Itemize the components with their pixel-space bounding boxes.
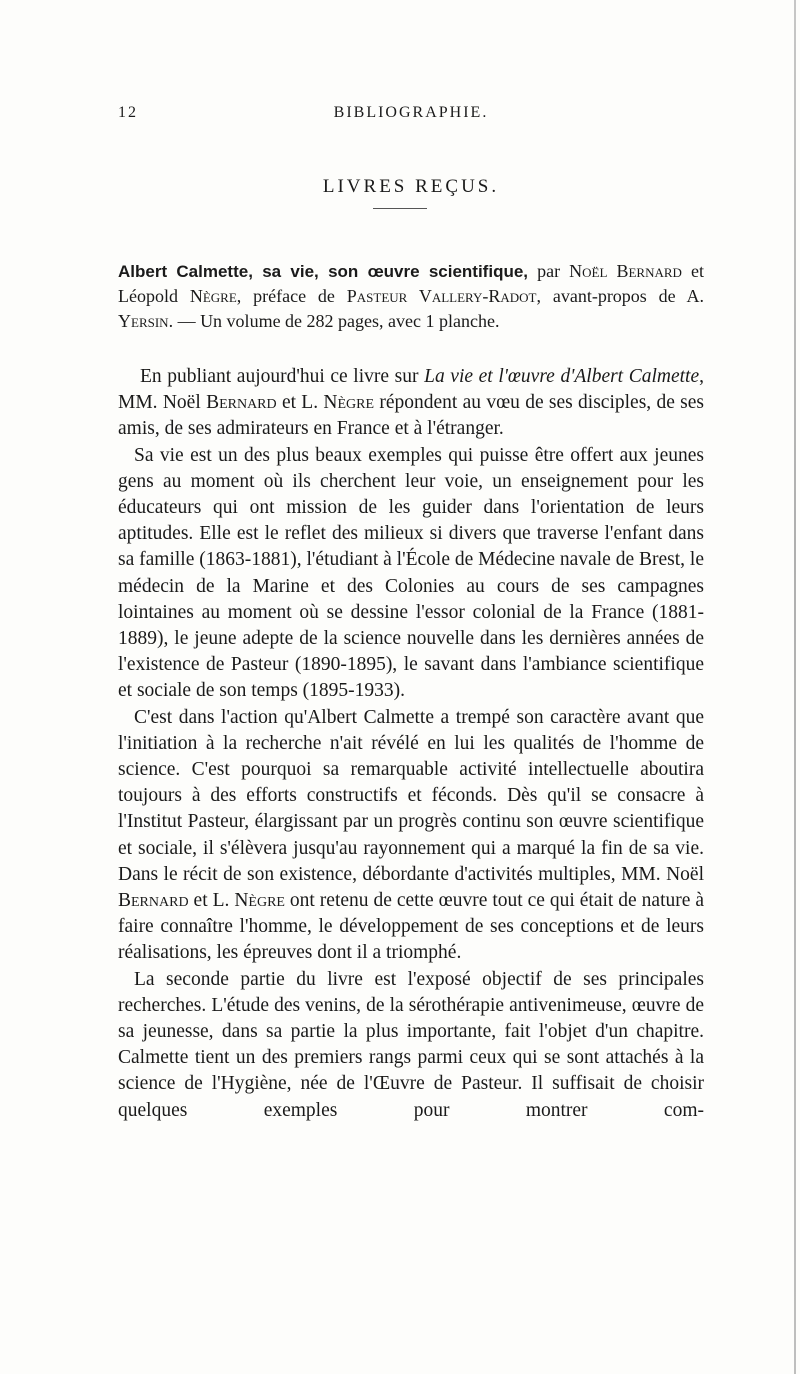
review-p3-b: et L. bbox=[188, 890, 235, 912]
review-p3-c: ont retenu de cette œuvre tout ce qui était de nature à faire connaître l'homme, le développement de ses conceptions et de leurs réalisations, les épreuves dont il a triomphé. bbox=[118, 890, 705, 964]
title-rule bbox=[373, 208, 427, 209]
review-paragraph: La seconde partie du livre est l'exposé objectif de ses principales recherches. L'étude des venins, de la sérothérapie antivenimeuse, œuvre de sa jeunesse, dans sa partie la plus importante, fait l'objet d'un chapitre. Calmette tient un des premiers rangs parmi ceux qui se sont attachés à la science de l'Hygiène, née de l'Œuvre de Pasteur. Il suffisait de choisir quelques exemples pour montrer com- bbox=[118, 968, 704, 1121]
page-number: 12 bbox=[118, 104, 138, 121]
review-p1-mid: , MM. Noël bbox=[118, 366, 704, 414]
entry-avant-propos-author: Yersin bbox=[118, 311, 169, 331]
review-p1-author-1: Bernard bbox=[206, 392, 277, 414]
entry-author-1: Noël Bernard bbox=[569, 261, 682, 281]
review-paragraph bbox=[118, 705, 704, 967]
review-paragraph bbox=[118, 364, 704, 443]
entry-avant-propos-text: , avant-propos de A. bbox=[536, 286, 704, 306]
review-p1-book-title: La vie et l'œuvre d'Albert Calmette bbox=[424, 366, 700, 387]
running-head bbox=[118, 104, 704, 128]
entry-author-2: Nègre bbox=[189, 286, 237, 306]
entry-and: et Léopold bbox=[118, 261, 704, 306]
review-p1-intro: En publiant aujourd'hui ce livre sur bbox=[140, 366, 425, 387]
book-title: Albert Calmette, sa vie, son œuvre scientifique, bbox=[118, 262, 529, 281]
entry-preface-text: , préface de bbox=[236, 286, 347, 306]
review-text bbox=[118, 364, 704, 1124]
review-p3-author-1: Bernard bbox=[118, 890, 189, 912]
entry-by: par bbox=[528, 261, 570, 281]
review-p3-author-2: Nègre bbox=[234, 890, 285, 912]
entry-preface-author: Pasteur Vallery-Radot bbox=[346, 286, 537, 306]
review-p3-a: C'est dans l'action qu'Albert Calmette a trempé son caractère avant que l'initiation à la recherche n'ait révélé en lui les qualités de l'homme de science. C'est pourquoi sa remarquable activité intellectuelle aboutira toujours à des efforts constructifs et féconds. Dès qu'il se consacre à l'Institut Pasteur, élargissant par un progrès continu son œuvre scientifique et sociale, il s'élèvera jusqu'au rayonnement qui a marqué la fin de sa vie. Dans le récit de son existence, débordante d'activités multiples, MM. Noël bbox=[118, 706, 704, 885]
page-edge-shadow bbox=[794, 0, 796, 1374]
review-p1-and: et L. bbox=[276, 392, 324, 414]
running-title: BIBLIOGRAPHIE. bbox=[333, 104, 489, 121]
entry-volume: . — Un volume de 282 pages, avec 1 planche. bbox=[168, 311, 500, 331]
book-entry bbox=[118, 259, 704, 334]
review-p1-rest: répondent au vœu de ses disciples, de ses amis, de ses admirateurs en France et à l'étranger. bbox=[118, 392, 704, 440]
review-paragraph: Sa vie est un des plus beaux exemples qui puisse être offert aux jeunes gens au moment où ils cherchent leur voie, un enseignement pour les éducateurs qui ont mission de les guider dans l'orientation de leurs aptitudes. Elle est le reflet des milieux si divers que traverse l'enfant dans sa famille (1863-1881), l'étudiant à l'École de Médecine navale de Brest, le médecin de la Marine et des Colonies au cours de ses campagnes lointaines au moment où se dessine l'essor colonial de la France (1881-1889), le jeune adepte de la science nouvelle dans les dernières années de l'existence de Pasteur (1890-1895), le savant dans l'ambiance scientifique et sociale de son temps (1895-1933). bbox=[118, 444, 704, 702]
review-p1-author-2: Nègre bbox=[323, 392, 375, 414]
section-title: LIVRES REÇUS. bbox=[322, 176, 500, 197]
